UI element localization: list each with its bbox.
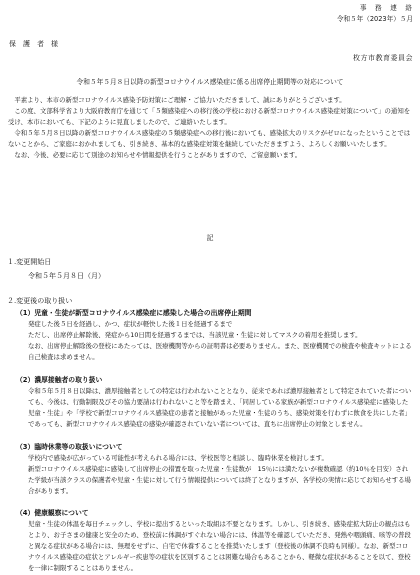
item-heading: （2）濃厚接触者の取り扱い <box>16 376 103 384</box>
intro-paragraph: 平素より、本市の新型コロナウイルス感染予防対策にご理解・ご協力いただきまして、誠にありがとうございます。 <box>8 96 346 104</box>
document-title: 令和５年５月８日以降の新型コロナウイルス感染症に係る出席停止期間等の対応について <box>76 78 344 86</box>
section1-heading: １.変更開始日 <box>7 258 52 266</box>
section2-heading: ２.変更後の取り扱い <box>7 297 73 305</box>
section2-item-4 <box>8 508 413 574</box>
intro-paragraph: なお、今後、必要に応じて別途のお知らせや情報提供を行うことがありますので、ご留意願います。 <box>8 151 302 159</box>
section2-item-2 <box>8 375 413 430</box>
item-line: 新型コロナウイルス感染症に感染して出席停止の措置を取った児童・生徒数が 15％には満たないが複数確認（約10％を目安）された学級が当該クラスの保護者や児童・生徒に対して行う情報提供については終了となりますが、各学校の実情に応じてお知らせする場合があります。 <box>28 465 411 495</box>
item-line: 学校内で感染が広がっている可能性が考えられる場合には、学校医等と相談し、臨時休業を検討します。 <box>28 454 328 462</box>
intro-paragraph: この度、文部科学省より大阪府教育庁を通じて「５類感染症への移行後の学校における新型コロナウイルス感染症対策について」の通知を受け、本市においても、下記のように見直しましたので、ご連絡いたします。 <box>8 107 411 126</box>
section2-item-3 <box>8 442 413 497</box>
section2-item-1 <box>8 308 413 363</box>
item-line: ただし、出席停止解除後、発症から10日間を経過するまでは、当該児童・生徒に対してマスクの着用を推奨します。 <box>28 331 362 339</box>
item-line: 児童・生徒の体温を毎日チェックし、学校に提出するといった取組は不要となります。しかし、引き続き、感染症拡大防止の観点はもとより、お子さまの健康と安全のため、登校前に体調がすぐれない場合には、体温等を確認していただき、発熱や咽頭痛、咳等の普段と異なる症状がある場合には、無理をせずに、自宅で休養することを推奨いたします（登校後の体調不良時も同様）。なお、新型コロナウイルス感染症の症状とアレルギー疾患等の症状を区別することは困難な場合もあることから、軽微な症状があることを以て、登校を一律に制限することはありません。 <box>28 520 411 572</box>
item-heading: （4）健康観察について <box>16 509 89 517</box>
item-line: 令和５年５月８日以降は、濃厚接触者としての特定は行われないこととなり、従来であれば濃厚接触者として特定されていた者についても、今後は、行動制限及びその協力要請は行われないこと等を踏まえ、「同居している家族が新型コロナウイルス感染症に感染した児童・生徒」や「学校で新型コロナウイルス感染症の患者と接触があった児童・生徒のうち、感染対策を行わずに飲食を共にした者」であっても、新型コロナウイルス感染症の感染が確認されていない者については、直ちに出席停止の対象としません。 <box>28 387 412 428</box>
item-heading: （1）児童・生徒が新型コロナウイルス感染症に感染した場合の出席停止期間 <box>16 309 252 317</box>
document-type-label: 事 務 連 絡 <box>359 4 413 12</box>
sender: 枚方市教育委員会 <box>353 54 413 62</box>
intro-section <box>8 95 413 161</box>
item-line: なお、出席停止解除後の登校にあたっては、医療機関等からの証明書は必要ありません。また、医療機関での検査や検査キットによる自己検査は求めません。 <box>28 342 412 361</box>
ki-marker: 記 <box>206 234 214 242</box>
intro-paragraph: 令和５年５月８日以降の新型コロナウイルス感染症の５類感染症への移行後においても、感染拡大のリスクがゼロになったということではないことから、ご家庭におかれましても、引き続き、基本的な感染症対策を継続していただきますよう、よろしくお願いいたします。 <box>8 129 411 148</box>
item-heading: （3）臨時休業等の取扱いについて <box>16 443 123 451</box>
item-line: 発症した後５日を経過し、かつ、症状が軽快した後１日を経過するまで <box>28 320 233 328</box>
recipient: 保 護 者 様 <box>9 40 58 48</box>
section1-date: 令和５年５月８日（月） <box>28 272 105 280</box>
issue-date: 令和５年（2023年）５月 <box>336 15 413 23</box>
